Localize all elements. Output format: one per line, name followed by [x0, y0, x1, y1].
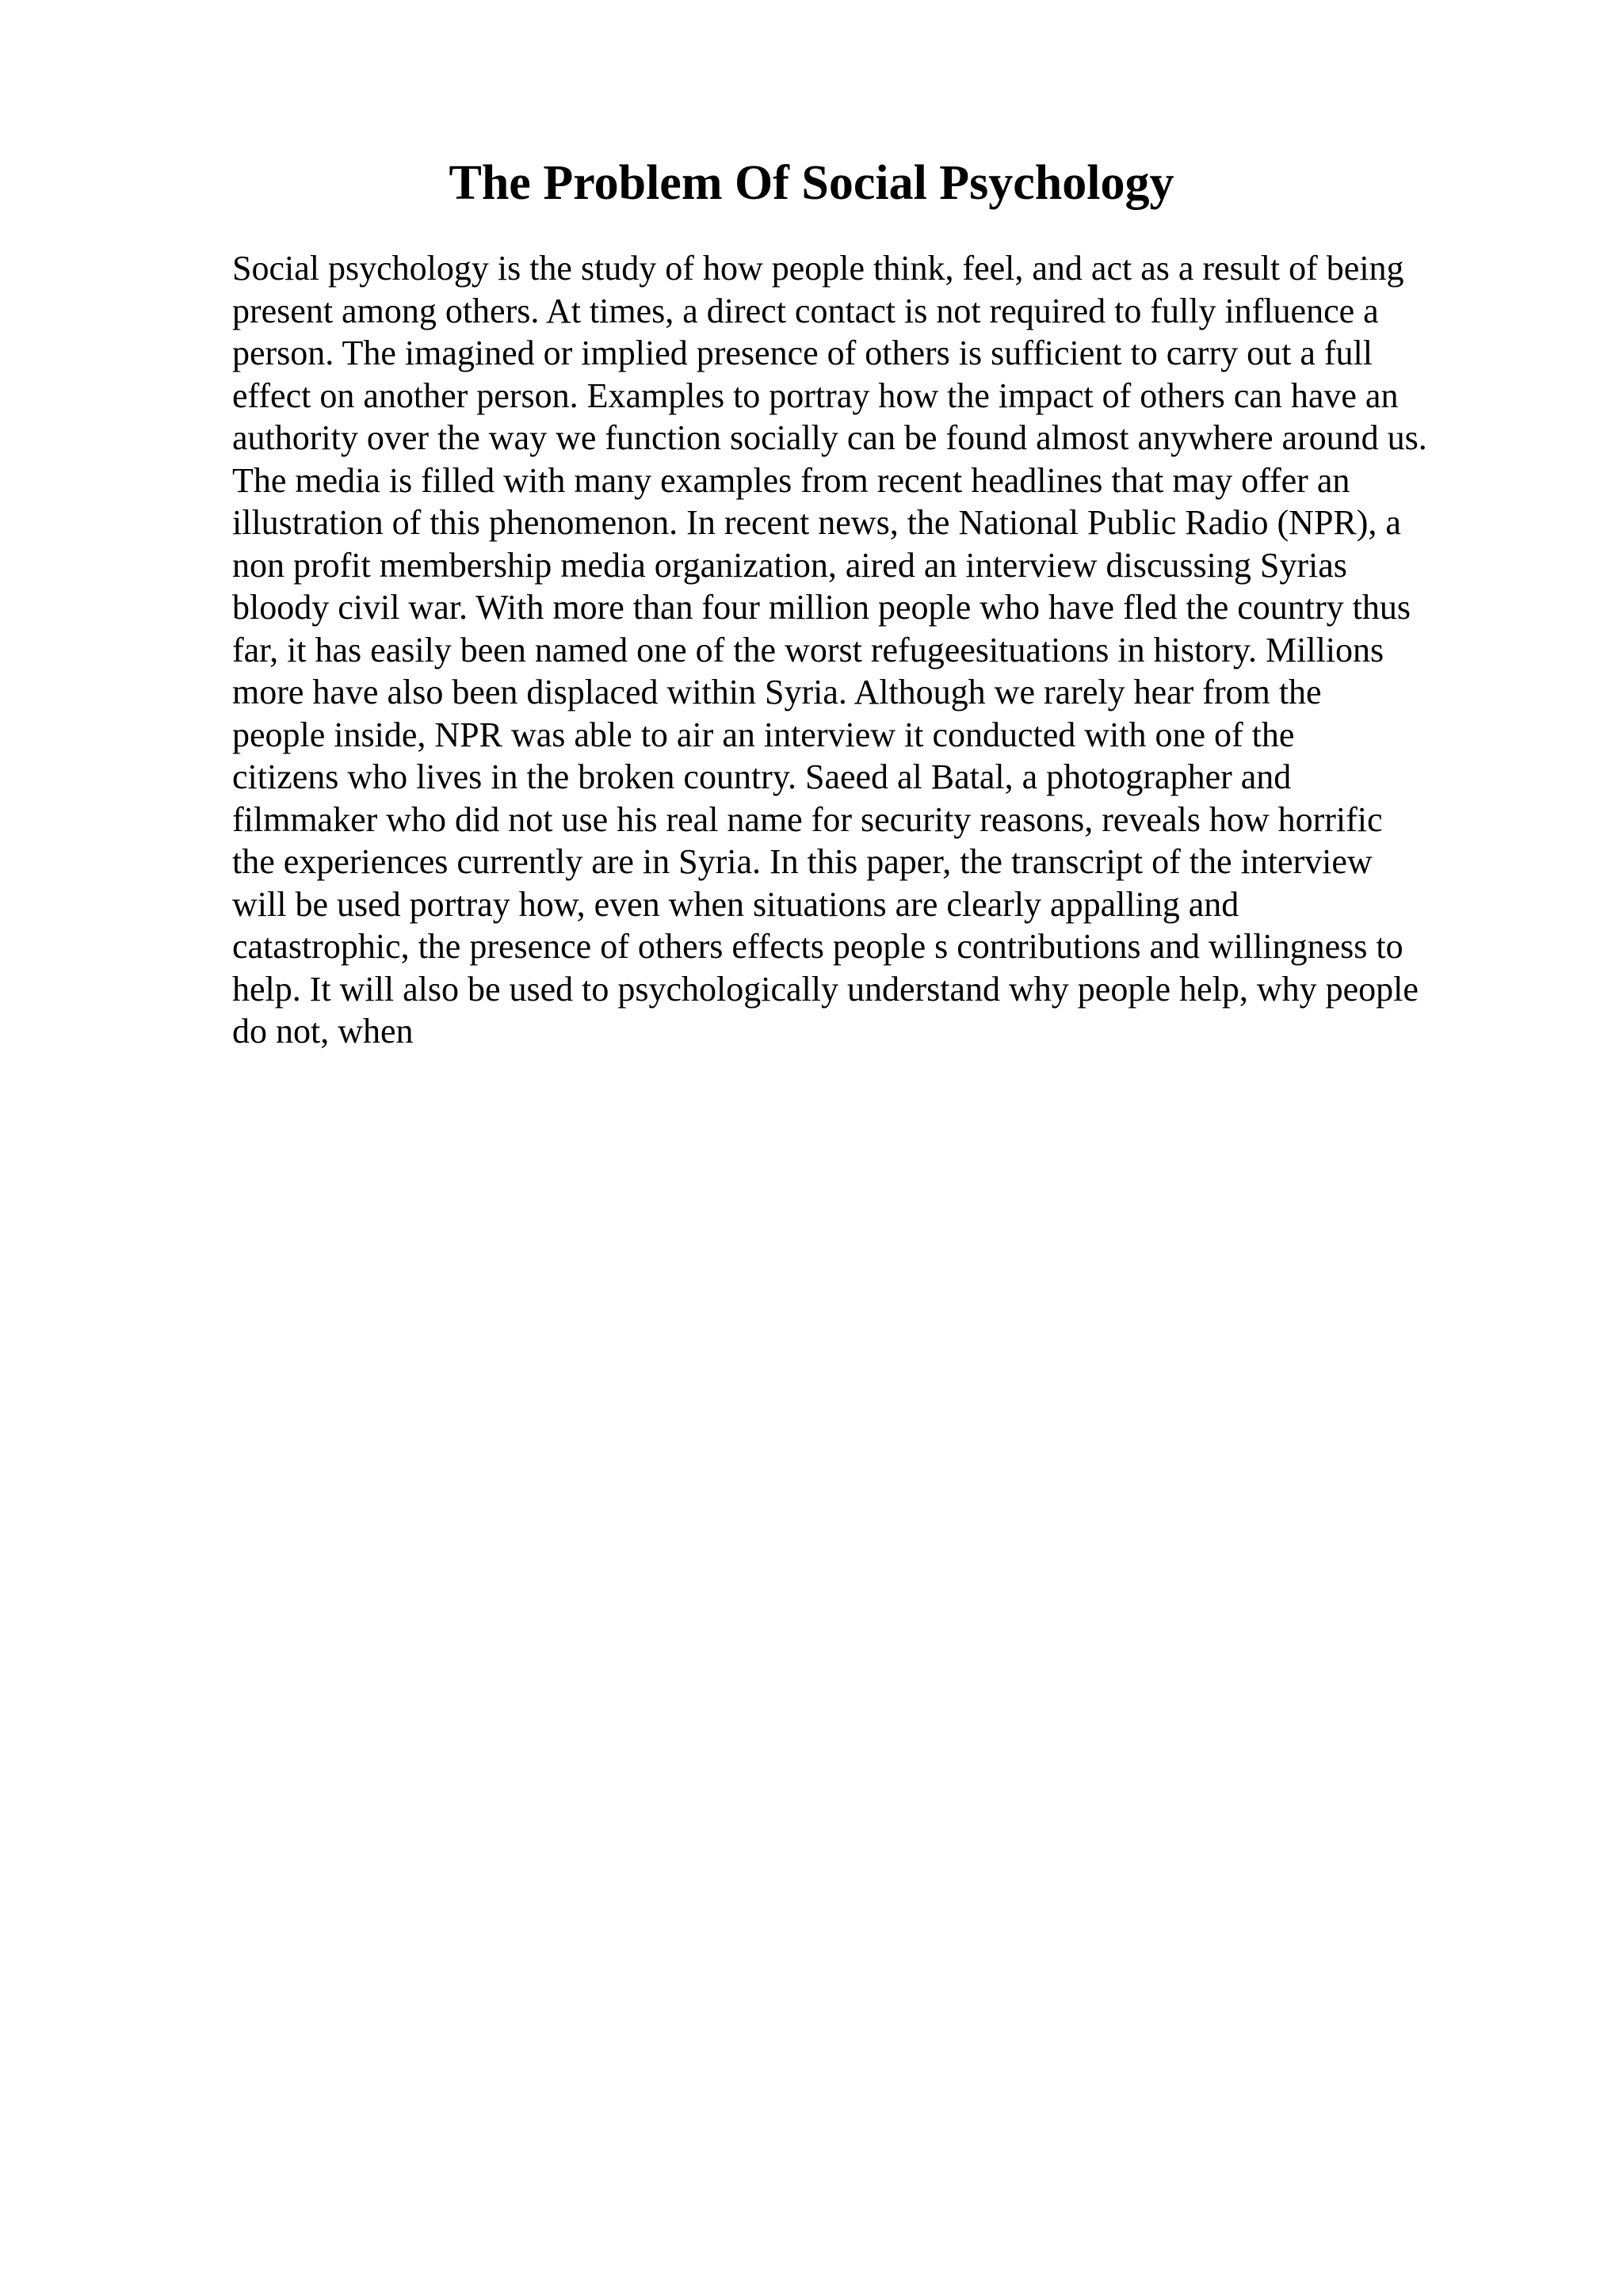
paragraph-line: far, it has easily been named one of the worst refugeesituations in history. Millions [232, 630, 1384, 669]
body-paragraph [232, 247, 1532, 1053]
paragraph-line: present among others. At times, a direct contact is not required to fully influence a [232, 291, 1379, 330]
paragraph-line: people inside, NPR was able to air an interview it conducted with one of the [232, 715, 1295, 754]
paragraph-line: more have also been displaced within Syria. Although we rarely hear from the [232, 673, 1322, 711]
paragraph-line: bloody civil war. With more than four million people who have fled the country thus [232, 588, 1411, 627]
paragraph-line: non profit membership media organization, aired an interview discussing Syrias [232, 545, 1347, 585]
paragraph-line: person. The imagined or implied presence of others is sufficient to carry out a full [232, 334, 1373, 372]
document-title: The Problem Of Social Psychology [449, 156, 1174, 210]
paragraph-line: citizens who lives in the broken country. Saeed al Batal, a photographer and [232, 757, 1292, 796]
paragraph-line: help. It will also be used to psychologically understand why people help, why people [232, 969, 1419, 1009]
paragraph-line: illustration of this phenomenon. In recent news, the National Public Radio (NPR), a [232, 503, 1401, 542]
paragraph-line: effect on another person. Examples to portray how the impact of others can have an [232, 376, 1399, 415]
paragraph-line: the experiences currently are in Syria. In this paper, the transcript of the interview [232, 842, 1373, 881]
paragraph-line: Social psychology is the study of how people think, feel, and act as a result of being [232, 249, 1404, 288]
paragraph-line: do not, when [232, 1012, 414, 1051]
paragraph-line: catastrophic, the presence of others effects people s contributions and willingness to [232, 927, 1403, 966]
paragraph-line: will be used portray how, even when situations are clearly appalling and [232, 884, 1239, 924]
paragraph-line: The media is filled with many examples from recent headlines that may offer an [232, 460, 1350, 500]
paragraph-line: authority over the way we function socially can be found almost anywhere around us. [232, 418, 1427, 457]
paragraph-line: filmmaker who did not use his real name for security reasons, reveals how horrific [232, 799, 1383, 839]
